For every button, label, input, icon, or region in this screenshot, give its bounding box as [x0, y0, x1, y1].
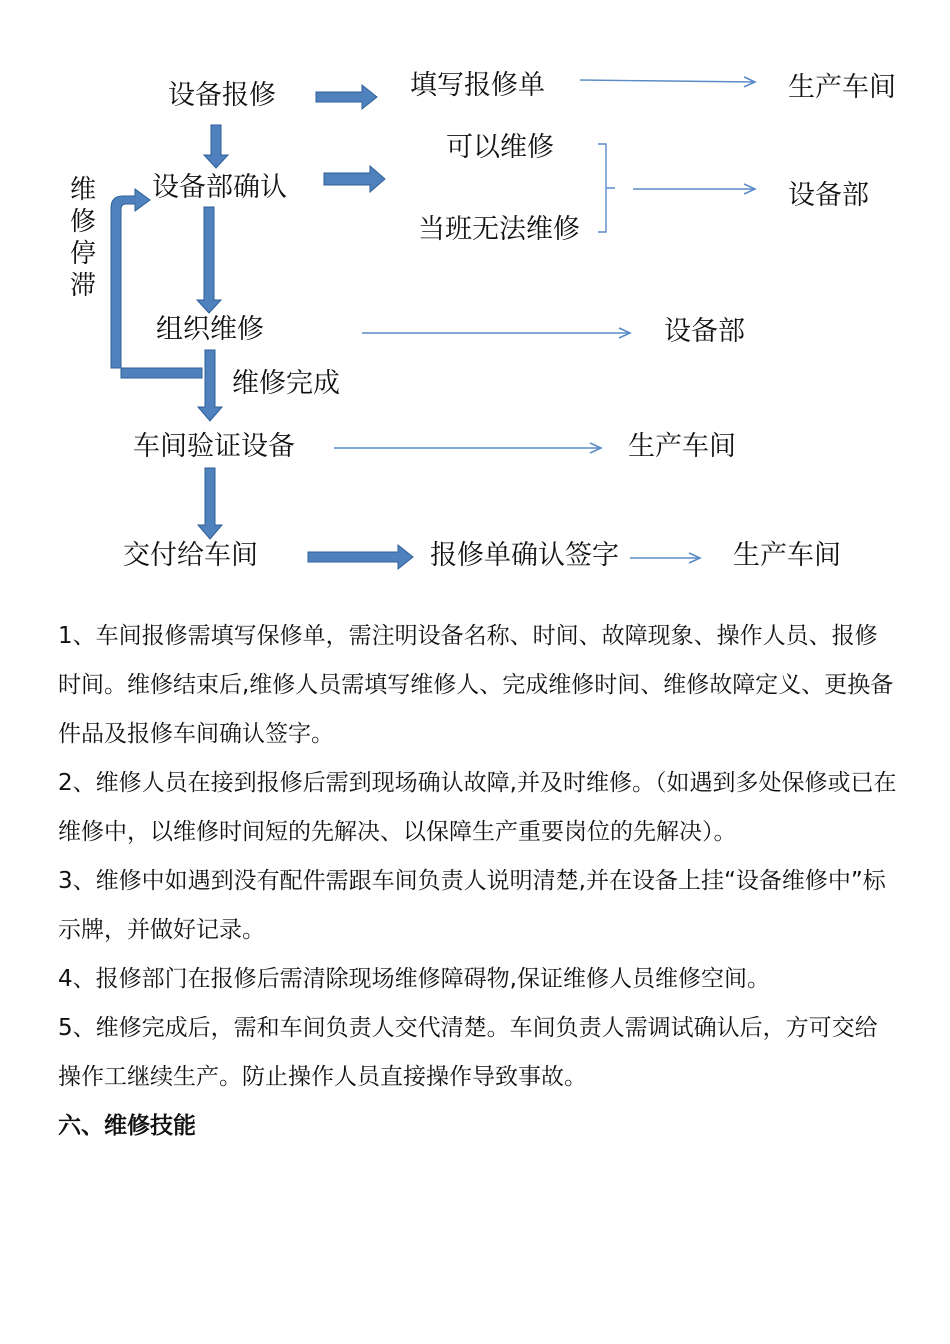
node-equip-dept-2: 设备部	[664, 316, 745, 347]
node-report: 设备报修	[168, 80, 276, 111]
section-heading: 六、维修技能	[58, 1113, 196, 1139]
node-cannot-repair: 当班无法维修	[418, 214, 580, 245]
note-paragraph: 2、维修人员在接到报修后需到现场确认故障,并及时维修。（如遇到多处保修或已在维修中，以维修时间短的先解决、以保障生产重要岗位的先解决）。	[58, 770, 897, 845]
flowchart	[0, 0, 950, 600]
node-equip-dept-1: 设备部	[788, 180, 869, 211]
block-arrow-down-4	[198, 468, 222, 539]
loop-back-arrow	[111, 189, 202, 378]
node-prod-workshop-1: 生产车间	[788, 72, 896, 103]
block-arrow-confirm-to-options	[324, 166, 385, 192]
note-paragraph: 3、维修中如遇到没有配件需跟车间负责人说明清楚,并在设备上挂“设备维修中”标示牌，并做好记录。	[58, 868, 886, 943]
label-repair-stagnation	[70, 174, 100, 302]
node-prod-workshop-3: 生产车间	[733, 540, 841, 571]
block-arrow-down-1	[204, 125, 228, 168]
note-paragraph: 1、车间报修需填写保修单，需注明设备名称、时间、故障现象、操作人员、报修时间。维修结束后,维修人员需填写维修人、完成维修时间、维修故障定义、更换备件品及报修车间确认签字。	[58, 623, 894, 747]
node-organize: 组织维修	[156, 314, 264, 345]
node-can-repair: 可以维修	[446, 132, 554, 163]
node-sign: 报修单确认签字	[430, 540, 619, 571]
stagnation-char: 停	[70, 239, 97, 269]
notes-section	[58, 612, 898, 1151]
node-fill-form: 填写报修单	[410, 70, 545, 101]
note-paragraph: 5、维修完成后，需和车间负责人交代清楚。车间负责人需调试确认后，方可交给操作工继续生产。防止操作人员直接操作导致事故。	[58, 1015, 878, 1090]
node-repair-done: 维修完成	[232, 368, 340, 399]
note-paragraph: 4、报修部门在报修后需清除现场维修障碍物,保证维修人员维修空间。	[58, 966, 770, 992]
node-dept-confirm: 设备部确认	[152, 172, 287, 203]
block-arrow-deliver-to-sign	[308, 545, 413, 569]
stagnation-char: 维	[70, 175, 97, 205]
block-arrow-report-to-form	[316, 85, 377, 109]
node-deliver: 交付给车间	[123, 540, 258, 571]
options-bracket	[598, 144, 615, 232]
node-prod-workshop-2: 生产车间	[628, 431, 736, 462]
stagnation-char: 修	[70, 207, 97, 237]
stagnation-char: 滞	[70, 271, 97, 301]
thin-arrow-form-to-workshop	[580, 80, 755, 82]
node-verify: 车间验证设备	[133, 431, 295, 462]
block-arrow-down-3	[198, 350, 222, 421]
block-arrow-down-2	[197, 207, 221, 313]
